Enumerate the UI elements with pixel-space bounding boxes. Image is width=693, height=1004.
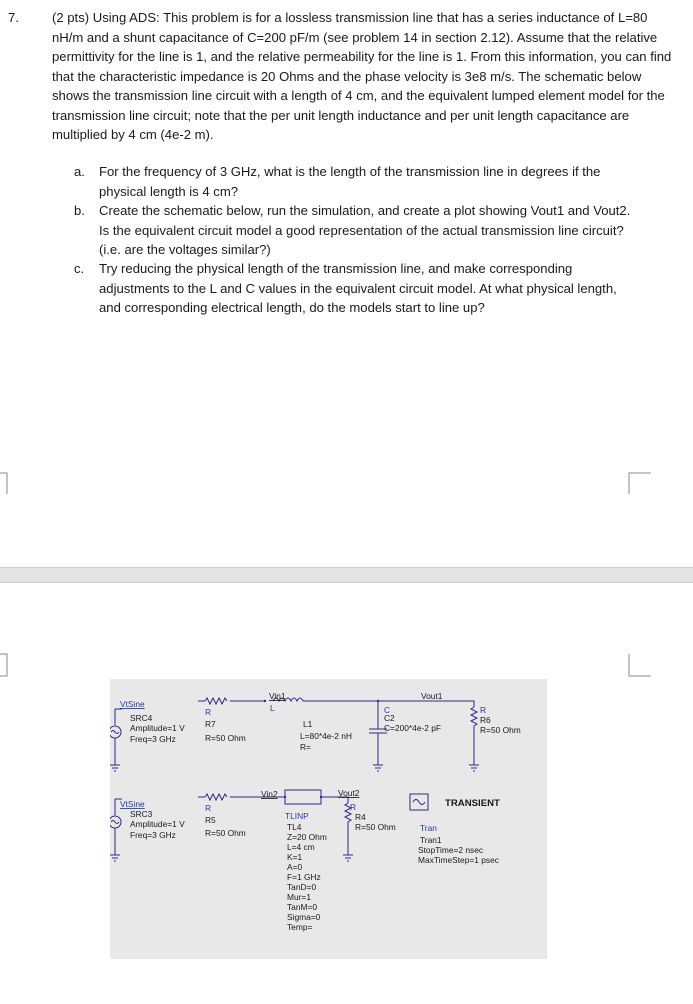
src2-freq: Freq=3 GHz <box>130 830 176 840</box>
resistor-r5 <box>205 794 227 800</box>
tran-type: Tran <box>420 823 437 833</box>
tline-tl4 <box>285 790 321 804</box>
tl-param: Mur=1 <box>287 892 311 902</box>
r5-value: R=50 Ohm <box>205 828 246 838</box>
tl-param: A=0 <box>287 862 303 872</box>
subpart-letter: a. <box>74 164 85 179</box>
tl-type: TLINP <box>285 811 309 821</box>
r5-name: R5 <box>205 815 216 825</box>
tl-param: L=4 cm <box>287 842 315 852</box>
problem-number: 7. <box>8 10 19 25</box>
vout1-label: Vout1 <box>421 691 443 701</box>
ads-schematic <box>110 679 547 959</box>
tran-step: MaxTimeStep=1 psec <box>418 855 499 865</box>
tl-name: TL4 <box>287 822 302 832</box>
tl-param: TanM=0 <box>287 902 318 912</box>
subpart-text: For the frequency of 3 GHz, what is the length of the transmission line in degrees if the physical length is 4 cm? <box>99 164 601 199</box>
transient-title: TRANSIENT <box>445 798 500 809</box>
r6-value: R=50 Ohm <box>480 725 521 735</box>
src1-amp: Amplitude=1 V <box>130 723 185 733</box>
l1-value: L=80*4e-2 nH <box>300 731 352 741</box>
r4-value: R=50 Ohm <box>355 822 396 832</box>
r7-value: R=50 Ohm <box>205 733 246 743</box>
src2-name: SRC3 <box>130 809 153 819</box>
page-separator <box>0 567 693 583</box>
tl-param: TanD=0 <box>287 882 317 892</box>
tran-stop: StopTime=2 nsec <box>418 845 484 855</box>
tl-param: Z=20 Ohm <box>287 832 327 842</box>
tl-param: Sigma=0 <box>287 912 321 922</box>
vin1-label: Vin1 <box>269 691 286 701</box>
l1-type: L <box>270 703 275 713</box>
tl-param: K=1 <box>287 852 303 862</box>
subpart-text: Create the schematic below, run the simulation, and create a plot showing Vout1 and Vout2. Is the equivalent circuit model a good representation of the actual transmission line circuit? (i.e. are the voltages similar?) <box>99 203 631 257</box>
src2-type: VtSine <box>120 799 145 809</box>
tran-name: Tran1 <box>420 835 442 845</box>
src2-amp: Amplitude=1 V <box>130 819 185 829</box>
l1-r: R= <box>300 742 311 752</box>
resistor-r7 <box>205 698 227 704</box>
r4-type: R <box>350 802 357 812</box>
r7-type: R <box>205 707 212 717</box>
tl-param: F=1 GHz <box>287 872 321 882</box>
src1-freq: Freq=3 GHz <box>130 734 176 744</box>
src1-name: SRC4 <box>130 713 153 723</box>
c2-name: C2 <box>384 713 395 723</box>
tl-param: Temp= <box>287 922 313 932</box>
c2-value: C=200*4e-2 pF <box>384 723 442 733</box>
r6-type: R <box>480 705 487 715</box>
problem-text: (2 pts) Using ADS: This problem is for a lossless transmission line that has a series inductance of L=80 nH/m and a shunt capacitance of C=200 pF/m (see problem 14 in section 2.12). Assume that the relative permittivity for the line is 1, and the relative permeability for the line is 1. From this information, you can find that the characteristic impedance is 20 Ohms and the phase velocity is 3e8 m/s. The schematic below shows the transmission line circuit with a length of 4 cm, and the equivalent lumped element model for the transmission line circuit; note that the per unit length inductance and per unit length capacitance are multiplied by 4 cm (4e-2 m). <box>52 10 672 142</box>
r5-type: R <box>205 803 212 813</box>
src1-type: VtSine <box>120 699 145 709</box>
subpart-letter: c. <box>74 261 85 276</box>
r4-name: R4 <box>355 812 366 822</box>
r6-name: R6 <box>480 715 491 725</box>
r7-name: R7 <box>205 719 216 729</box>
resistor-r6 <box>471 707 477 765</box>
subpart-text: Try reducing the physical length of the transmission line, and make corresponding adjustments to the L and C values in the equivalent circuit model. At what physical length, and corresponding electrical length, do the models start to line up? <box>99 261 617 315</box>
c2-type: C <box>384 705 391 715</box>
l1-name: L1 <box>303 719 313 729</box>
vout2-label: Vout2 <box>338 788 360 798</box>
vin2-label: Vin2 <box>261 789 278 799</box>
subpart-letter: b. <box>74 203 85 218</box>
